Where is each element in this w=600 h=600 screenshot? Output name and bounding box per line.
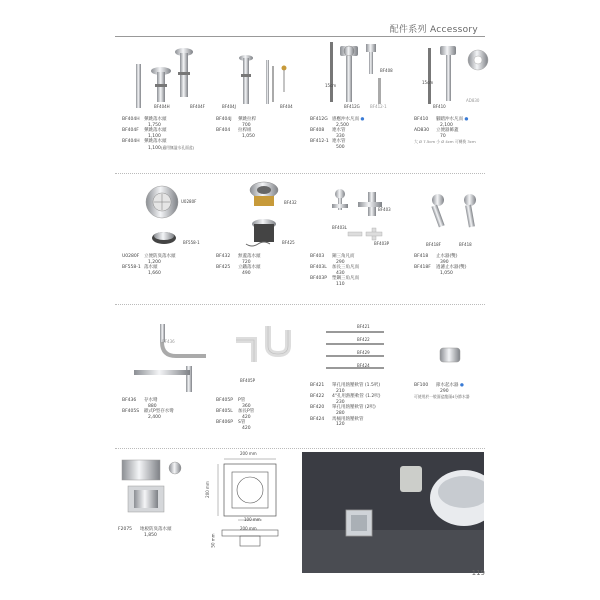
row-divider [115,304,485,305]
image-label: AD830 [466,98,480,103]
spec-price: 390 [440,259,449,265]
spec-item: BF100 節水起水器 ● [414,383,464,388]
image-label: BF432 [284,200,297,205]
spec-price: 1,200 [148,259,161,265]
spec-item: BF436 存水彎 [122,398,158,403]
bathroom-photo [302,452,484,573]
spec-list [310,117,364,151]
foot-flush-valve-image [420,40,492,110]
image-label: BF412G [344,104,360,109]
spec-price: 210 [336,388,345,394]
spec-list [310,383,381,428]
spec-price: 330 [336,133,345,139]
stop-valve-image [424,190,486,242]
spec-price: 70 [440,133,446,139]
spec-item: BF404F 彈跳落水頭 [122,128,167,134]
row-divider [115,448,485,449]
image-label: BF412-1 [370,104,387,109]
spec-price: 2,100 [440,122,453,128]
spec-item: BF418 止水器(雙) [414,254,458,259]
spec-item: BF420 單孔用熱壓軟管 (2呎) [310,405,376,411]
spec-price: 120 [336,422,345,428]
spec-item: BF405P P管 [216,398,246,403]
spec-price: 700 [242,122,251,128]
spec-list [216,254,261,276]
spec-item: BF404H 彈跳落水頭 [122,117,167,122]
spec-item: BF424 馬桶用熱壓軟管 [310,416,364,422]
p-trap-image [130,320,212,396]
spec-price: 290 [440,388,449,394]
image-label: BF422 [357,337,370,342]
image-label: BF558-1 [183,240,200,245]
dimension-label: 200 mm [204,481,210,498]
image-label: BF404J [222,104,236,109]
spec-item: BF412-1 連水管 [310,139,346,145]
spec-price: 2,400 [148,414,161,420]
spec-price: 1,660 [148,270,161,276]
spec-list [122,398,174,420]
bathroom-scene-image [302,452,484,573]
spec-list [122,254,176,276]
spec-list [414,117,476,145]
image-label: BF418 [459,242,472,247]
page-number: 119 [471,569,485,577]
spec-price: 1,050 [242,133,255,139]
spec-item: AD830 立便器飾蓋 [414,128,459,134]
spec-list [414,383,470,400]
spec-price: 360 [242,403,251,409]
spec-list [216,117,256,139]
spec-price: 1,750 [148,122,161,128]
image-label: BF405P [240,378,256,383]
spec-price: 880 [148,403,157,409]
image-label: BF421 [357,324,370,329]
spec-item: BF404J 彈跳拉桿 [216,117,256,122]
image-label: BF436 [162,339,175,344]
spec-price: 230 [336,399,345,405]
image-label: BF410 [433,104,446,109]
pop-up-rod-image [228,52,298,112]
page-header-title: 配件系列 Accessory [389,25,478,35]
spec-price: 110 [336,281,345,287]
image-label: BF408 [380,68,393,73]
spec-item: BF425 立鐵落水頭 [216,265,261,271]
image-label: BF424 [357,363,370,368]
image-label: BF404H [154,104,170,109]
spec-price: 1,100(適用無溢水孔面盆) [148,144,195,151]
floor-drain-square-image [120,456,192,516]
image-label: BF403P [374,241,390,246]
row-divider [115,173,485,174]
spec-item: BF421 單孔用熱壓軟管 (1.5呎) [310,383,381,388]
image-label: BF404F [190,104,205,109]
spec-price: 1,850 [144,532,157,538]
spec-item: BF432 無蓋落水頭 [216,254,261,259]
spec-price: 280 [336,410,345,416]
dimension-label: 15cm [325,83,337,88]
spec-item: BF412G 感應沖水凡而 ● [310,117,365,122]
spec-item: BF403P 塑鋼三角凡而 [310,276,359,282]
spec-item: BF418F 過濾止水器(雙) [414,265,467,271]
spec-price: 2,500 [336,122,349,128]
sensor-icon: ● [360,117,365,122]
image-label: BF429 [357,350,370,355]
dimension-label: 200 mm [240,526,257,531]
spec-item: BF404H 彈跳落水頭 [122,139,167,145]
image-label: BF425 [282,240,295,245]
spec-list [216,398,254,432]
spec-item: F2075 地板防臭落水頭 [118,527,172,532]
spec-item: BF404 拉桿組 [216,128,252,134]
spec-item: BF408 連水管 [310,128,346,134]
image-label: BF418F [426,242,441,247]
spec-item: BF403 銅三角凡而 [310,254,355,259]
spec-item: BF403L 加長三角凡而 [310,265,359,271]
spec-item: BF406P S管 [216,420,246,426]
spec-item: BF405L 加長P管 [216,409,255,415]
spec-item: BF405S 歐式P型存水彎 [122,409,174,415]
dimension-label: 15cm [422,80,434,85]
dimension-label: 100 mm [244,517,261,522]
spec-item: BF558-1 落水頭 [122,265,158,271]
plastic-trap-image [226,320,308,380]
spec-item: BF410 腳踏沖水凡而 ● [414,117,469,122]
spec-price: 430 [336,270,345,276]
image-label: BF403 [378,207,391,212]
image-label: BF403L [332,225,347,230]
spec-list [310,254,359,288]
spec-price: 720 [242,259,251,265]
spec-price: 500 [336,144,345,150]
spec-price: 1,100 [148,133,161,139]
spec-price: 290 [336,259,345,265]
flush-valve-image [318,38,400,112]
floor-drain-drawing [208,450,292,550]
spec-item: U0280F 立便防臭落水頭 [122,254,176,259]
spec-list [414,254,467,276]
spec-note: 大 Ø 7.5cm 小 Ø 4cm 可轉換 3cm [414,139,476,145]
spec-item: BF422 4"孔用熱壓軟管 (1.2呎) [310,394,381,400]
spec-price: 420 [242,425,251,431]
sensor-icon: ● [459,383,464,388]
spec-price: 420 [242,414,251,420]
spec-list [118,527,172,538]
spec-note: (適用無溢水孔面盆) [160,144,195,150]
spec-note: 可使用於一般面盆龍頭4分節水器 [414,394,470,400]
header-rule [115,36,485,37]
image-label: BF404 [280,104,293,109]
dimension-label: 200 mm [240,451,257,456]
spec-price: 1,050 [440,270,453,276]
spec-list [122,117,194,152]
dimension-label: 50 mm [210,533,216,548]
spec-price: 490 [242,270,251,276]
image-label: U0280F [181,199,197,204]
sensor-icon: ● [464,117,469,122]
aerator-image [436,344,464,366]
